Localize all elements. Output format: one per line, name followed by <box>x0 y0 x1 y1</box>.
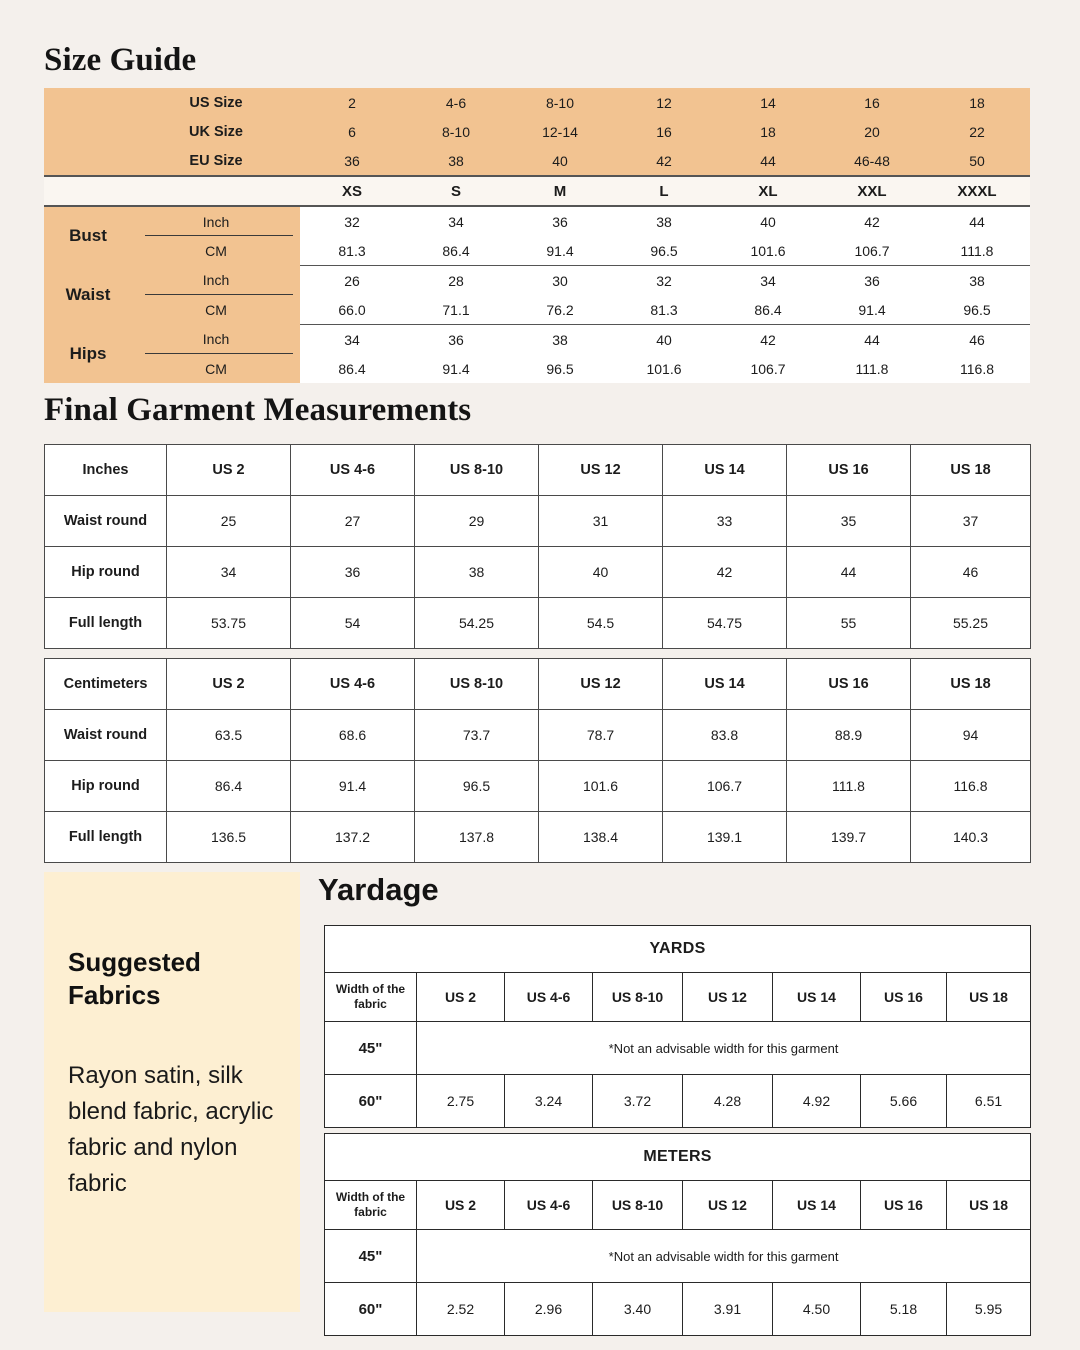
sg-spacer-cell <box>44 88 132 117</box>
unit-header: Centimeters <box>45 659 167 710</box>
sg-cell: 16 <box>820 88 924 117</box>
sg-unit-inch: Inch <box>132 325 300 355</box>
sg-cell: 38 <box>612 206 716 236</box>
table-header-row <box>45 445 1031 496</box>
suggested-fabrics-heading: Suggested Fabrics <box>68 947 201 1011</box>
column-header: US 2 <box>167 659 291 710</box>
table-cell: 138.4 <box>539 812 663 863</box>
table-cell: 35 <box>787 496 911 547</box>
table-cell: 3.40 <box>593 1283 683 1336</box>
sg-spacer-cell <box>44 117 132 146</box>
table-cell: 94 <box>911 710 1031 761</box>
column-header: US 2 <box>417 973 505 1022</box>
column-header: US 4-6 <box>291 659 415 710</box>
sg-cell: 8-10 <box>508 88 612 117</box>
sg-row-label-us: US Size <box>132 88 300 117</box>
sg-letter-size: S <box>404 176 508 206</box>
table-cell: 5.66 <box>861 1075 947 1128</box>
sg-cell: 71.1 <box>404 295 508 325</box>
sg-cell: 111.8 <box>924 236 1030 266</box>
not-advisable-note: *Not an advisable width for this garment <box>417 1022 1031 1075</box>
sg-cell: 86.4 <box>716 295 820 325</box>
page-title-final-garment: Final Garment Measurements <box>44 392 472 428</box>
width-of-fabric-label: Width of the fabric <box>325 1181 417 1230</box>
column-header: US 18 <box>947 1181 1031 1230</box>
table-cell: 88.9 <box>787 710 911 761</box>
table-cell: 36 <box>291 547 415 598</box>
sg-group-label-waist: Waist <box>44 266 132 325</box>
table-header-row <box>45 659 1031 710</box>
sg-unit-cm: CM <box>132 354 300 383</box>
suggested-fabrics-panel <box>44 872 300 1312</box>
table-row <box>45 598 1031 649</box>
column-header: US 8-10 <box>593 973 683 1022</box>
table-cell: 139.1 <box>663 812 787 863</box>
size-guide-bust-cm-row <box>44 236 1030 266</box>
sg-letter-size: L <box>612 176 716 206</box>
column-header: US 12 <box>683 973 773 1022</box>
table-cell: 4.28 <box>683 1075 773 1128</box>
row-label-45: 45" <box>325 1230 417 1283</box>
page-title-yardage: Yardage <box>318 872 439 907</box>
garment-cm-table <box>44 658 1031 863</box>
table-cell: 34 <box>167 547 291 598</box>
sg-row-label-eu: EU Size <box>132 146 300 176</box>
garment-inches-table <box>44 444 1031 649</box>
sg-letter-size: XXL <box>820 176 924 206</box>
table-cell: 2.52 <box>417 1283 505 1336</box>
table-cell: 111.8 <box>787 761 911 812</box>
table-cell: 3.91 <box>683 1283 773 1336</box>
sg-cell: 66.0 <box>300 295 404 325</box>
size-guide-waist-inch-row <box>44 266 1030 296</box>
column-header: US 16 <box>861 1181 947 1230</box>
column-header: US 16 <box>861 973 947 1022</box>
column-header: US 12 <box>539 445 663 496</box>
column-header: US 18 <box>947 973 1031 1022</box>
row-label: Hip round <box>45 761 167 812</box>
row-label-60: 60" <box>325 1283 417 1336</box>
table-cell: 68.6 <box>291 710 415 761</box>
sg-cell: 34 <box>716 266 820 296</box>
table-cell: 73.7 <box>415 710 539 761</box>
width-of-fabric-label: Width of the fabric <box>325 973 417 1022</box>
sg-row-label-uk: UK Size <box>132 117 300 146</box>
table-cell: 136.5 <box>167 812 291 863</box>
size-guide-waist-cm-row <box>44 295 1030 325</box>
table-cell: 3.72 <box>593 1075 683 1128</box>
sg-cell: 42 <box>820 206 924 236</box>
sg-cell: 96.5 <box>508 354 612 383</box>
table-cell: 38 <box>415 547 539 598</box>
sg-letter-size: XL <box>716 176 820 206</box>
sg-spacer-cell <box>44 146 132 176</box>
table-cell: 4.92 <box>773 1075 861 1128</box>
size-guide-us-row <box>44 88 1030 117</box>
table-cell: 37 <box>911 496 1031 547</box>
sg-cell: 40 <box>612 325 716 355</box>
table-cell: 137.8 <box>415 812 539 863</box>
sg-cell: 12-14 <box>508 117 612 146</box>
sg-cell: 86.4 <box>404 236 508 266</box>
sg-cell: 38 <box>924 266 1030 296</box>
meters-60-row <box>325 1283 1031 1336</box>
column-header: US 16 <box>787 445 911 496</box>
row-label-45: 45" <box>325 1022 417 1075</box>
sg-letter-size: XXXL <box>924 176 1030 206</box>
unit-header: Inches <box>45 445 167 496</box>
meters-header-row <box>325 1181 1031 1230</box>
table-cell: 54 <box>291 598 415 649</box>
suggested-fabrics-text: Rayon satin, silk blend fabric, acrylic fabric and nylon fabric <box>68 1062 274 1197</box>
sg-cell: 106.7 <box>820 236 924 266</box>
table-cell: 63.5 <box>167 710 291 761</box>
table-cell: 137.2 <box>291 812 415 863</box>
table-cell: 106.7 <box>663 761 787 812</box>
sg-cell: 2 <box>300 88 404 117</box>
table-cell: 86.4 <box>167 761 291 812</box>
sg-cell: 81.3 <box>300 236 404 266</box>
sg-cell: 86.4 <box>300 354 404 383</box>
row-label: Waist round <box>45 710 167 761</box>
table-cell: 40 <box>539 547 663 598</box>
yardage-yards-table <box>324 925 1031 1128</box>
table-cell: 3.24 <box>505 1075 593 1128</box>
table-cell: 5.18 <box>861 1283 947 1336</box>
size-guide-bust-inch-row <box>44 206 1030 236</box>
sg-cell: 111.8 <box>820 354 924 383</box>
sg-cell: 6 <box>300 117 404 146</box>
sg-spacer-cell <box>44 176 300 206</box>
table-row <box>45 710 1031 761</box>
column-header: US 4-6 <box>291 445 415 496</box>
sg-cell: 26 <box>300 266 404 296</box>
not-advisable-note: *Not an advisable width for this garment <box>417 1230 1031 1283</box>
sg-cell: 50 <box>924 146 1030 176</box>
table-cell: 25 <box>167 496 291 547</box>
sg-cell: 116.8 <box>924 354 1030 383</box>
sg-cell: 8-10 <box>404 117 508 146</box>
sg-unit-cm: CM <box>132 236 300 266</box>
table-cell: 116.8 <box>911 761 1031 812</box>
table-cell: 53.75 <box>167 598 291 649</box>
meters-title: METERS <box>325 1134 1031 1181</box>
sg-cell: 18 <box>924 88 1030 117</box>
column-header: US 18 <box>911 445 1031 496</box>
sg-cell: 91.4 <box>508 236 612 266</box>
yardage-meters-table <box>324 1133 1031 1336</box>
sg-cell: 96.5 <box>924 295 1030 325</box>
sg-cell: 34 <box>404 206 508 236</box>
size-guide-letter-row <box>44 176 1030 206</box>
table-cell: 42 <box>663 547 787 598</box>
yards-title: YARDS <box>325 926 1031 973</box>
table-cell: 31 <box>539 496 663 547</box>
sg-group-label-hips: Hips <box>44 325 132 384</box>
column-header: US 14 <box>773 1181 861 1230</box>
sg-cell: 36 <box>820 266 924 296</box>
column-header: US 14 <box>773 973 861 1022</box>
sg-cell: 44 <box>716 146 820 176</box>
table-cell: 54.75 <box>663 598 787 649</box>
row-label: Full length <box>45 598 167 649</box>
column-header: US 4-6 <box>505 973 593 1022</box>
table-cell: 96.5 <box>415 761 539 812</box>
table-cell: 2.75 <box>417 1075 505 1128</box>
sg-cell: 76.2 <box>508 295 612 325</box>
table-cell: 44 <box>787 547 911 598</box>
table-cell: 27 <box>291 496 415 547</box>
size-guide-eu-row <box>44 146 1030 176</box>
sg-cell: 42 <box>612 146 716 176</box>
sg-cell: 14 <box>716 88 820 117</box>
sg-unit-inch: Inch <box>132 266 300 296</box>
row-label-60: 60" <box>325 1075 417 1128</box>
sg-cell: 16 <box>612 117 716 146</box>
column-header: US 14 <box>663 659 787 710</box>
sg-cell: 38 <box>508 325 612 355</box>
row-label: Waist round <box>45 496 167 547</box>
table-row <box>45 812 1031 863</box>
sg-cell: 22 <box>924 117 1030 146</box>
sg-cell: 20 <box>820 117 924 146</box>
column-header: US 8-10 <box>415 659 539 710</box>
table-cell: 55 <box>787 598 911 649</box>
column-header: US 16 <box>787 659 911 710</box>
sg-cell: 106.7 <box>716 354 820 383</box>
table-row <box>45 496 1031 547</box>
sg-cell: 38 <box>404 146 508 176</box>
sg-cell: 81.3 <box>612 295 716 325</box>
sg-cell: 40 <box>508 146 612 176</box>
sg-letter-size: M <box>508 176 612 206</box>
sg-cell: 44 <box>820 325 924 355</box>
sg-cell: 96.5 <box>612 236 716 266</box>
table-cell: 4.50 <box>773 1283 861 1336</box>
column-header: US 8-10 <box>415 445 539 496</box>
table-cell: 101.6 <box>539 761 663 812</box>
column-header: US 2 <box>167 445 291 496</box>
meters-45-row <box>325 1230 1031 1283</box>
table-cell: 139.7 <box>787 812 911 863</box>
table-cell: 5.95 <box>947 1283 1031 1336</box>
table-row <box>45 761 1031 812</box>
meters-title-row <box>325 1134 1031 1181</box>
table-cell: 54.25 <box>415 598 539 649</box>
sg-letter-size: XS <box>300 176 404 206</box>
yards-header-row <box>325 973 1031 1022</box>
sg-cell: 18 <box>716 117 820 146</box>
size-guide-hips-inch-row <box>44 325 1030 355</box>
sg-cell: 12 <box>612 88 716 117</box>
yards-45-row <box>325 1022 1031 1075</box>
sg-cell: 101.6 <box>612 354 716 383</box>
sg-cell: 36 <box>300 146 404 176</box>
sg-cell: 34 <box>300 325 404 355</box>
yards-60-row <box>325 1075 1031 1128</box>
table-cell: 91.4 <box>291 761 415 812</box>
sg-cell: 36 <box>508 206 612 236</box>
size-guide-table <box>44 88 1030 383</box>
table-cell: 2.96 <box>505 1283 593 1336</box>
sg-cell: 42 <box>716 325 820 355</box>
sg-cell: 46 <box>924 325 1030 355</box>
sg-cell: 44 <box>924 206 1030 236</box>
table-cell: 46 <box>911 547 1031 598</box>
column-header: US 12 <box>683 1181 773 1230</box>
table-cell: 78.7 <box>539 710 663 761</box>
row-label: Full length <box>45 812 167 863</box>
yards-title-row <box>325 926 1031 973</box>
sg-cell: 91.4 <box>820 295 924 325</box>
column-header: US 2 <box>417 1181 505 1230</box>
column-header: US 4-6 <box>505 1181 593 1230</box>
row-label: Hip round <box>45 547 167 598</box>
sg-group-label-bust: Bust <box>44 206 132 266</box>
table-cell: 54.5 <box>539 598 663 649</box>
sg-cell: 32 <box>300 206 404 236</box>
column-header: US 8-10 <box>593 1181 683 1230</box>
sg-unit-cm: CM <box>132 295 300 325</box>
table-cell: 55.25 <box>911 598 1031 649</box>
page-title-size-guide: Size Guide <box>44 42 197 78</box>
sg-cell: 46-48 <box>820 146 924 176</box>
size-guide-hips-cm-row <box>44 354 1030 383</box>
sg-cell: 91.4 <box>404 354 508 383</box>
column-header: US 18 <box>911 659 1031 710</box>
table-cell: 83.8 <box>663 710 787 761</box>
table-cell: 29 <box>415 496 539 547</box>
sg-cell: 30 <box>508 266 612 296</box>
sg-cell: 4-6 <box>404 88 508 117</box>
table-row <box>45 547 1031 598</box>
column-header: US 12 <box>539 659 663 710</box>
size-guide-uk-row <box>44 117 1030 146</box>
sg-cell: 101.6 <box>716 236 820 266</box>
sg-cell: 28 <box>404 266 508 296</box>
column-header: US 14 <box>663 445 787 496</box>
table-cell: 140.3 <box>911 812 1031 863</box>
table-cell: 6.51 <box>947 1075 1031 1128</box>
sg-cell: 40 <box>716 206 820 236</box>
sg-unit-inch: Inch <box>132 206 300 236</box>
sg-cell: 36 <box>404 325 508 355</box>
table-cell: 33 <box>663 496 787 547</box>
sg-cell: 32 <box>612 266 716 296</box>
